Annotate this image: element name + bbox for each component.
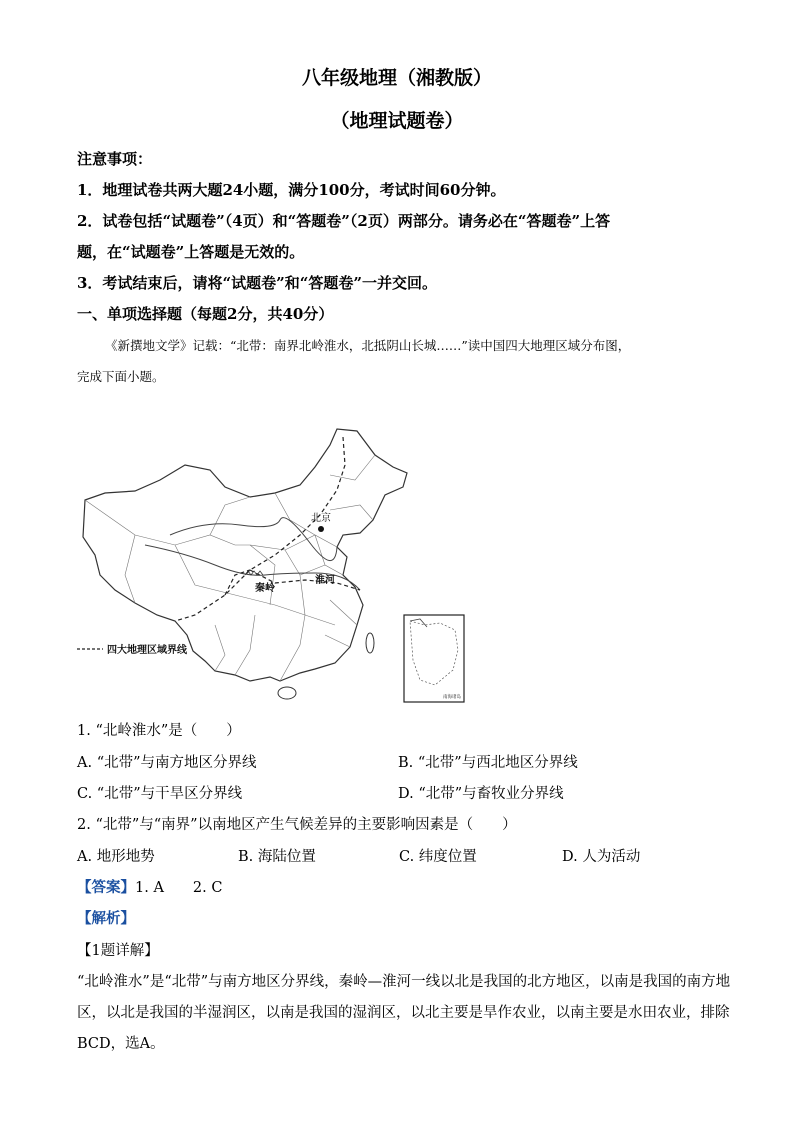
section-heading: 一、单项选择题（每题2分，共40分）: [77, 305, 334, 323]
answer-label: 【答案】: [77, 879, 135, 896]
note-item: 3．考试结束后，请将“试题卷”和“答题卷”一并交回。: [77, 274, 437, 292]
china-regions-map: [75, 425, 475, 710]
page-title: 八年级地理（湘教版）: [301, 67, 492, 89]
q1-option-c: C. “北带”与干旱区分界线: [77, 786, 243, 802]
label-qinling: 秦岭: [255, 583, 275, 594]
q1-option-a: A. “北带”与南方地区分界线: [77, 755, 257, 771]
note-item: 2．试卷包括“试题卷”（4页）和“答题卷”（2页）两部分。请务必在“答题卷”上答: [77, 212, 611, 230]
label-beijing: 北京: [311, 513, 331, 524]
q2-option-c: C. 纬度位置: [399, 849, 477, 865]
q2-option-a: A. 地形地势: [77, 849, 155, 865]
inset-caption: 南海诸岛: [443, 695, 461, 700]
q1-option-b: B. “北带”与西北地区分界线: [398, 755, 578, 771]
answer-values: 1. A 2. C: [135, 880, 223, 896]
notes-heading: 注意事项：: [77, 150, 153, 168]
q2-option-b: B. 海陆位置: [238, 849, 316, 865]
analysis-line: “北岭淮水”是“北带”与南方地区分界线，秦岭—淮河一线以北是我国的北方地区，以南是我国的南方地: [77, 974, 731, 990]
q2-option-d: D. 人为活动: [562, 849, 641, 865]
analysis-label: 【解析】: [77, 910, 135, 927]
detail-label: 【1题详解】: [77, 943, 159, 959]
legend-label: 四大地理区域界线: [107, 645, 187, 656]
question-intro: 《新撰地文学》记载：“北带：南界北岭淮水，北抵阴山长城……”读中国四大地理区域分布图，: [105, 338, 631, 353]
question-intro-cont: 完成下面小题。: [77, 369, 165, 384]
question-1-stem: 1. “北岭淮水”是（ ）: [77, 723, 241, 739]
beijing-marker: [318, 526, 324, 532]
analysis-line: 区，以北是我国的半湿润区，以南是我国的湿润区，以北主要是旱作农业，以南主要是水田农业，排除: [77, 1005, 730, 1021]
answer-line: [77, 876, 222, 897]
taiwan-island: [366, 633, 374, 653]
page-subtitle: （地理试题卷）: [330, 110, 464, 132]
label-huaihe: 淮河: [315, 575, 335, 586]
q1-option-d: D. “北带”与畜牧业分界线: [398, 786, 564, 802]
note-item: 1．地理试卷共两大题24小题，满分100分，考试时间60分钟。: [77, 181, 506, 199]
analysis-line: BCD，选A。: [77, 1036, 165, 1052]
china-outline: [83, 429, 407, 681]
hainan-island: [278, 687, 296, 699]
question-2-stem: 2. “北带”与“南界”以南地区产生气候差异的主要影响因素是（ ）: [77, 817, 517, 833]
note-item: 题，在“试题卷”上答题是无效的。: [77, 243, 305, 261]
